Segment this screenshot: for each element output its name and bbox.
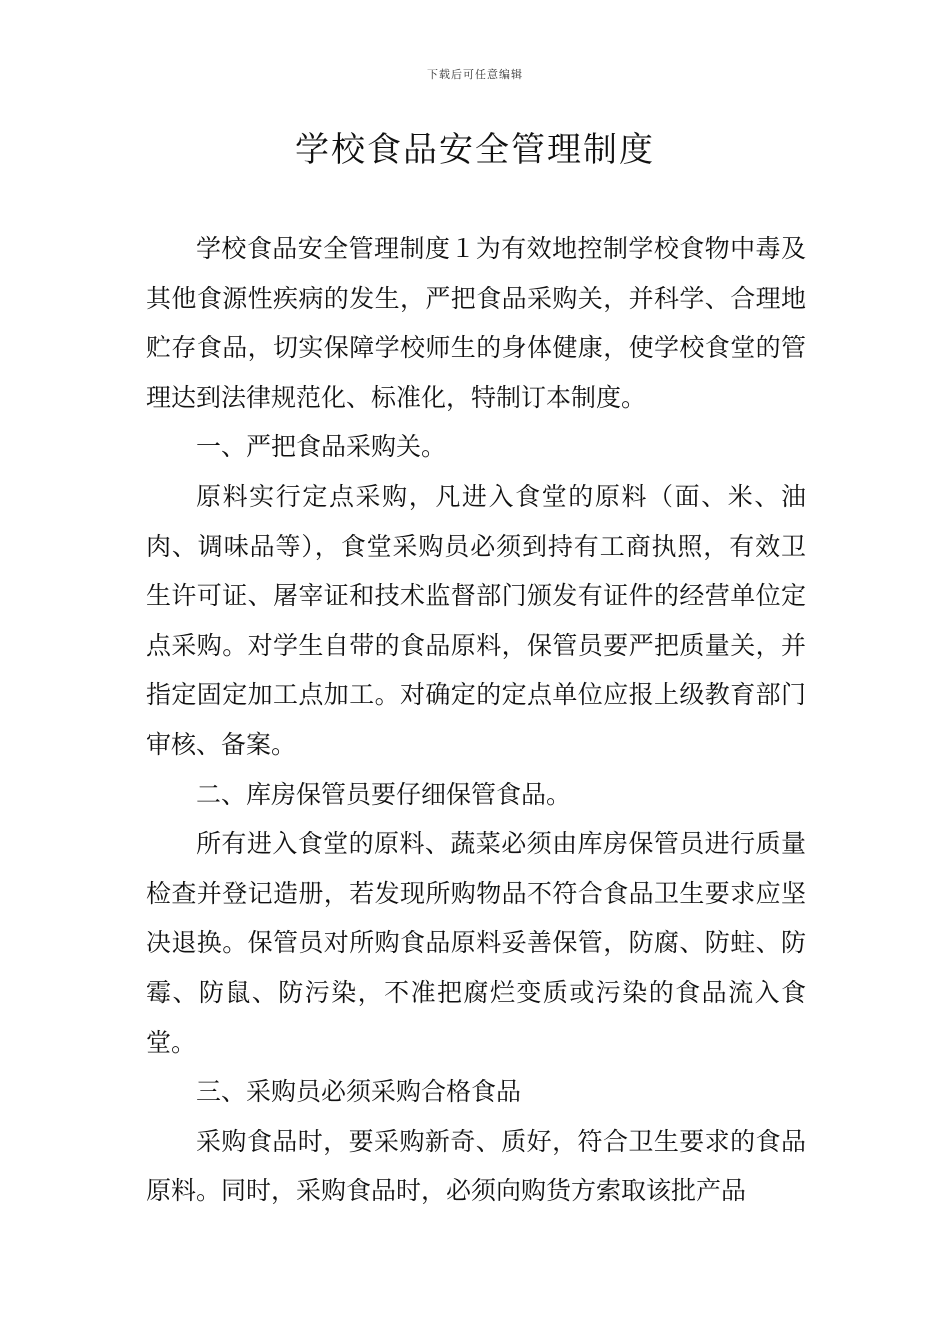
document-title: 学校食品安全管理制度 (295, 130, 655, 170)
paragraph-section-1: 原料实行定点采购，凡进入食堂的原料（面、米、油肉、调味品等），食堂采购员必须到持有工商执照，有效卫生许可证、屠宰证和技术监督部门颁发有证件的经营单位定点采购。对学生自带的食品原料，保管员要严把质量关，并指定固定加工点加工。对确定的定点单位应报上级教育部门审核、备案。 (146, 481, 806, 759)
paragraph-section-3: 采购食品时，要采购新奇、质好，符合卫生要求的食品原料。同时，采购食品时，必须向购货方索取该批产品 (146, 1126, 806, 1206)
paragraph-section-2: 所有进入食堂的原料、蔬菜必须由库房保管员进行质量检查并登记造册，若发现所购物品不符合食品卫生要求应坚决退换。保管员对所购食品原料妥善保管，防腐、防蛀、防霉、防鼠、防污染，不准把腐烂变质或污染的食品流入食堂。 (146, 829, 806, 1057)
document-body (146, 224, 806, 1216)
section-heading-2: 二、库房保管员要仔细保管食品。 (196, 779, 572, 809)
header-note: 下载后可任意编辑 (427, 68, 523, 81)
paragraph-intro: 学校食品安全管理制度１为有效地控制学校食物中毒及其他食源性疾病的发生，严把食品采购关，并科学、合理地贮存食品，切实保障学校师生的身体健康，使学校食堂的管理达到法律规范化、标准化，特制订本制度。 (146, 234, 806, 412)
section-heading-3: 三、采购员必须采购合格食品 (196, 1077, 522, 1107)
section-heading-1: 一、严把食品采购关。 (196, 432, 447, 462)
